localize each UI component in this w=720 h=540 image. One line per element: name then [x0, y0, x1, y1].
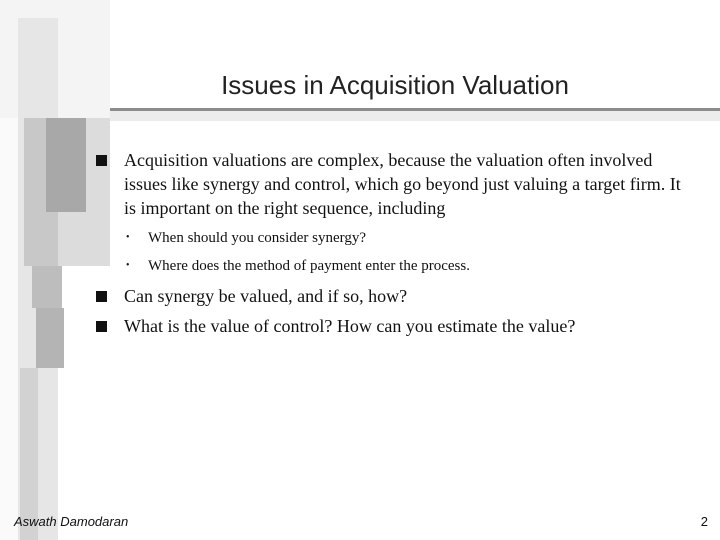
decor-bar — [46, 118, 86, 212]
square-bullet-icon — [96, 155, 107, 166]
bullet-item — [96, 314, 696, 338]
slide-title: Issues in Acquisition Valuation — [221, 70, 569, 100]
sub-bullet-item — [126, 256, 666, 276]
sub-bullet-list — [126, 228, 666, 284]
decor-bar — [32, 266, 62, 308]
square-bullet-icon — [96, 321, 107, 332]
bullet-item — [96, 148, 696, 220]
bullet-item — [96, 284, 696, 308]
bullet-text: Acquisition valuations are complex, because the valuation often involved issues like synergy and control, which go beyond just valuing a target firm. It is important on the right sequence, including — [124, 150, 681, 218]
title-divider-shadow — [110, 111, 720, 121]
square-bullet-icon — [96, 291, 107, 302]
sub-bullet-item — [126, 228, 666, 248]
bullet-text: What is the value of control? How can you estimate the value? — [124, 316, 576, 336]
footer-author: Aswath Damodaran — [14, 514, 129, 529]
decor-bar — [36, 308, 64, 368]
dot-bullet-icon: • — [126, 232, 130, 243]
page-number: 2 — [700, 514, 708, 529]
dot-bullet-icon: • — [126, 260, 130, 271]
sub-bullet-text: Where does the method of payment enter the process. — [148, 258, 470, 274]
sub-bullet-text: When should you consider synergy? — [148, 230, 367, 246]
bullet-text: Can synergy be valued, and if so, how? — [124, 286, 408, 306]
